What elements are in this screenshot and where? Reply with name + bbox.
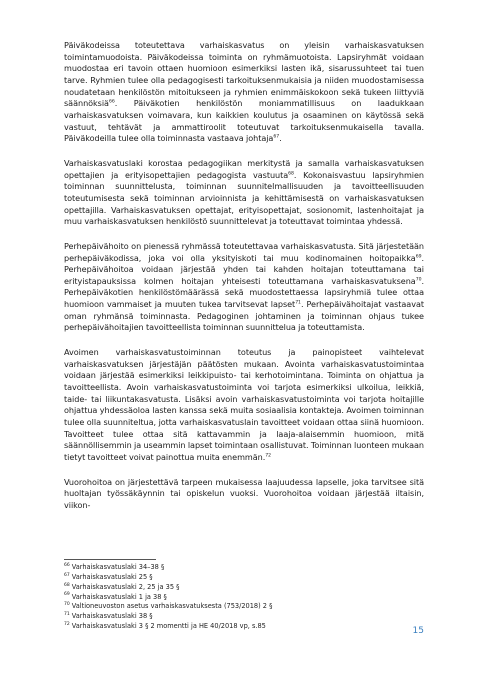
text-run: . Perhepäivähoitoa voidaan järjestää yhden tai kahden hoitajan toteuttamana tai erityistapauksissa kolmen hoitajan yhteisesti toteuttamana varhaiskasvatuksena (64, 252, 424, 286)
text-run: Avoimen varhaiskasvatustoiminnan toteutus ja painopisteet vaihtelevat varhaiskasvatuksen järjestäjän päätösten mukaan. Avointa varhaiskasvatustoimintaa voidaan järjestää esimerkiksi leikkipuisto- tai kerhotoimintana. Toiminta on ohjattua ja tavoitteellista. Avoin varhaiskasvatustoiminta voi tarjota esimerkiksi ulkoilua, leikkiä, taide- tai liikuntakasvatusta. Lisäksi avoin varhaiskasvatustoiminta voi tarjota hoitajille ohjattua yhdessäoloa lasten kanssa sekä muita sosiaalisia kontakteja. Avoimen toiminnan tulee olla suunniteltua, jotta varhaiskasvatuslain tavoitteet voidaan ottaa siinä huomioon. Tavoitteet tulee ottaa sitä kattavammin ja laaja-alaisemmin huomioon, mitä säännöllisemmin ja useammin lapset toimintaan osallistuvat. Toiminnan luonteen mukaan tietyt tavoitteet voivat painottua muita enemmän. (64, 347, 424, 462)
text-run: . Perhepäivähoitajat vastaavat oman ryhmänsä toiminnasta. Pedagoginen johtaminen ja toiminnan ohjaus tukee perhepäivähoitajien tavoitteellista toiminnan suunnittelua ja toteuttamista. (64, 299, 424, 333)
footnote-text: Varhaiskasvatuslaki 1 ja 38 § (71, 592, 167, 601)
footnote-number: 71 (64, 612, 70, 618)
text-run: . Perhepäiväkotien henkilöstömäärässä sekä muodostettaessa lapsiryhmiä tulee ottaa huomioon vammaiset ja muuten tukea tarvitsevat lapset (64, 275, 424, 310)
footnote-number: 67 (64, 572, 70, 578)
paragraph-daycare (64, 40, 424, 145)
footnote-text: Valtioneuvoston asetus varhaiskasvatuksesta (753/2018) 2 § (71, 602, 273, 611)
text-run: Perhepäivähoito on pienessä ryhmässä toteutettavaa varhaiskasvatusta. Sitä järjestetään perhepäiväkodissa, joka voi olla yksityiskoti tai muu kodinomainen hoitopaikka (64, 240, 424, 263)
text-run: Päiväkodeissa toteutettava varhaiskasvatus on yleisin varhaiskasvatuksen toimintamuodoista. Päiväkodeissa toiminta on ryhmämuotoista. Lapsiryhmät voidaan muodostaa eri tavoin ottaen huomioon esimerkiksi lasten ikä, sisarussuhteet tai tuen tarve. Ryhmien tulee olla pedagogisesti tarkoituksenmukaisia ja niiden muodostamisessa noudatetaan henkilöstön mitoitukseen ja ryhmien enimmäiskokoon sekä tukeen liittyviä säännöksiä (64, 40, 424, 109)
footnote-number: 66 (64, 562, 70, 568)
footnote-ref[interactable]: 69 (415, 253, 422, 259)
footnote-ref[interactable]: 71 (295, 300, 301, 306)
footnote-item (64, 573, 424, 583)
paragraph-open-activities (64, 347, 424, 464)
footnote-ref[interactable]: 67 (273, 134, 280, 140)
footnote-number: 72 (64, 621, 70, 627)
footnote-item (64, 583, 424, 593)
footnote-item (64, 612, 424, 622)
footnote-list (64, 563, 424, 632)
text-run: . (279, 133, 282, 144)
footnote-item (64, 593, 424, 603)
footnote-item (64, 602, 424, 612)
footnote-ref[interactable]: 66 (108, 99, 115, 105)
footnote-divider (64, 559, 156, 560)
paragraph-pedagogy (64, 158, 424, 228)
footnote-number: 68 (64, 582, 70, 588)
footnote-item (64, 622, 424, 632)
text-run: . Kokonaisvastuu lapsiryhmien toiminnan suunnittelusta, toiminnan suunnitelmallisuuden ja tavoitteellisuuden toteutumisesta sekä toiminnan arvioinnista ja kehittämisestä on varhaiskasvatuksen opettajilla. Varhaiskasvatuksen opettajat, erityisopettajat, sosionomit, lastenhoitajat ja muu varhaiskasvatuksen henkilöstö suunnittelevat ja toteuttavat toimintaa yhdessä. (64, 169, 424, 227)
footnote-ref[interactable]: 72 (265, 453, 271, 459)
footnote-text: Varhaiskasvatuslaki 34–38 § (71, 563, 165, 571)
body-text (64, 40, 424, 525)
footnote-ref[interactable]: 68 (288, 170, 294, 176)
footnote-text: Varhaiskasvatuslaki 3 § 2 momentti ja HE 40/2018 vp, s.85 (71, 622, 266, 631)
footnote-number: 70 (64, 602, 70, 608)
text-run: Varhaiskasvatuslaki korostaa pedagogiikan merkitystä ja samalla varhaiskasvatuksen opettajien ja erityisopettajien pedagogista vastuuta (64, 157, 424, 180)
footnote-item (64, 563, 424, 573)
text-run: . Päiväkotien henkilöstön moniammatillisuus on laadukkaan varhaiskasvatuksen voimavara, kun kaikkien koulutus ja osaaminen on käytössä sekä vastuut, tehtävät ja ammattiroolit toteutuvat tarkoituksenmukaisella tavalla. Päiväkodeilla tulee olla toiminnasta vastaava johtaja (64, 98, 424, 144)
paragraph-shift-care (64, 477, 424, 512)
footnote-text: Varhaiskasvatuslaki 38 § (71, 612, 153, 621)
footnote-ref[interactable]: 70 (415, 277, 422, 283)
footnote-number: 69 (64, 592, 70, 598)
text-run: Vuorohoitoa on järjestettävä tarpeen mukaisessa laajuudessa lapselle, joka tarvitsee sitä huoltajan työssäkäynnin tai opiskelun vuoksi. Vuorohoitoa voidaan järjestää iltaisin, viikon- (64, 476, 424, 510)
page-number: 15 (412, 626, 424, 636)
footnote-text: Varhaiskasvatuslaki 2, 25 ja 35 § (71, 582, 180, 591)
paragraph-family-daycare (64, 241, 424, 334)
footnote-text: Varhaiskasvatuslaki 25 § (71, 572, 153, 581)
